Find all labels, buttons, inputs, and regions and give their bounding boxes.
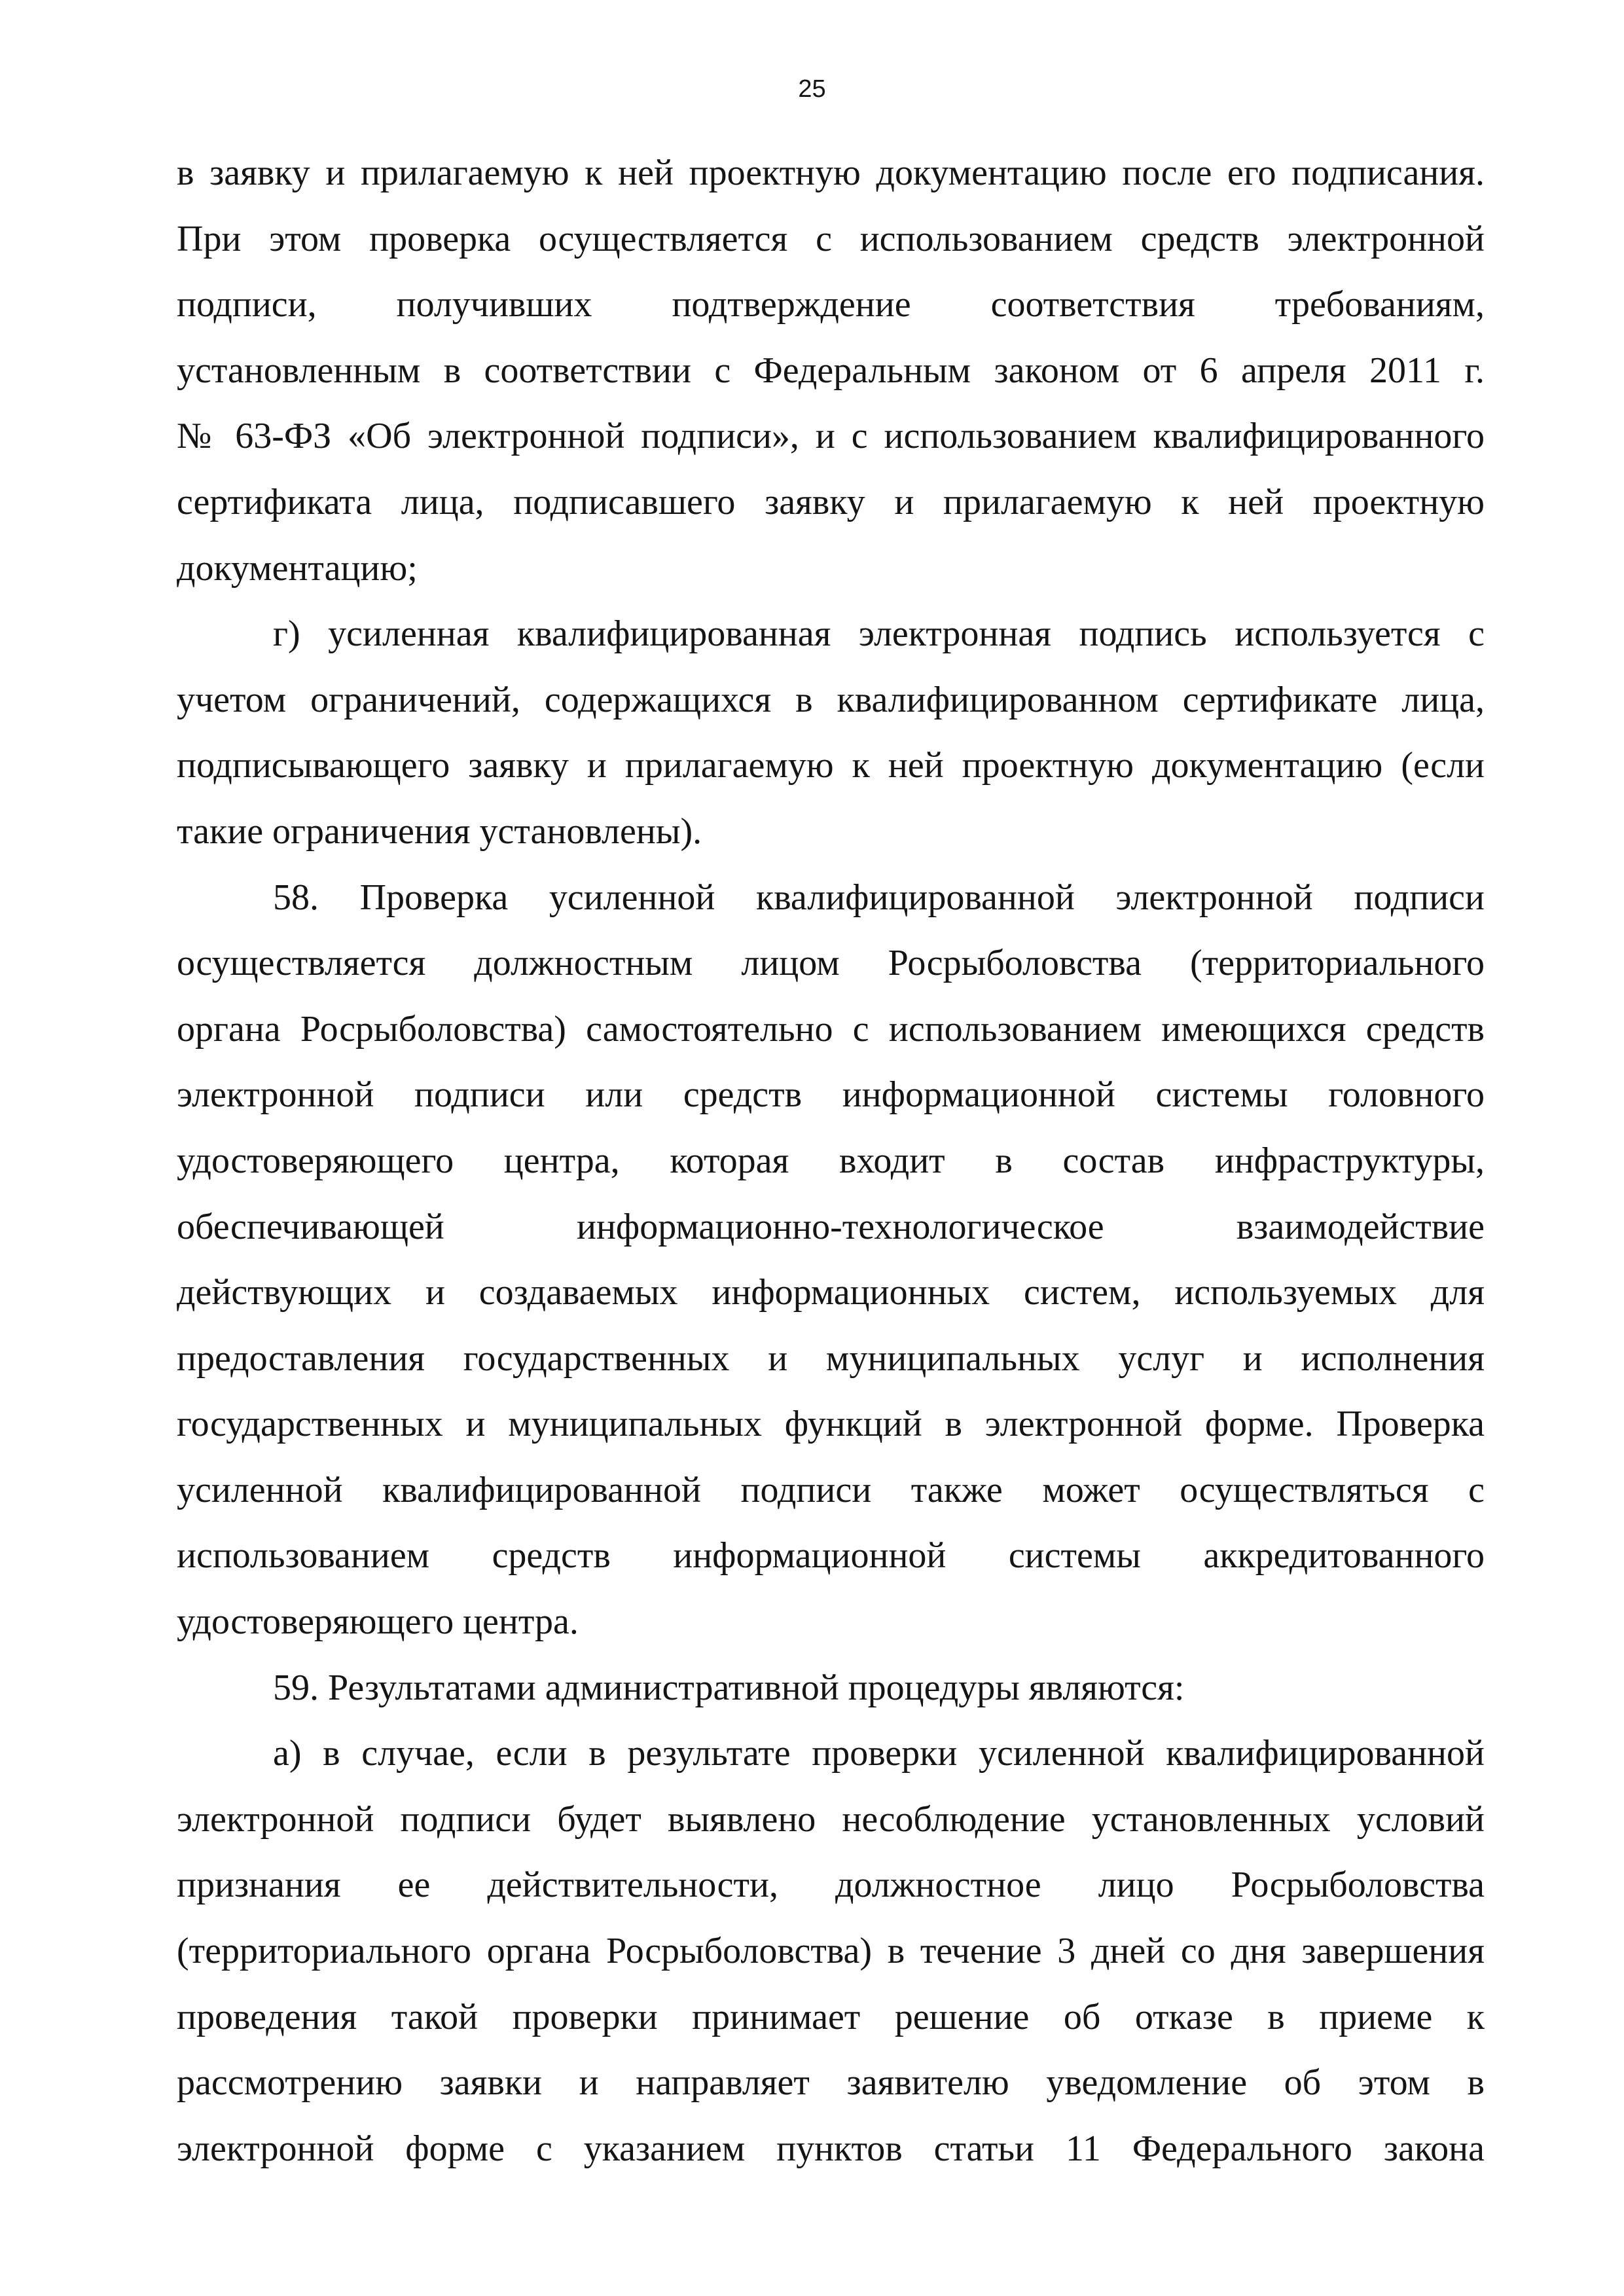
text-line: подписи, получивших подтверждение соответствия требованиям, (177, 284, 1485, 325)
text-line: усиленной квалифицированной подписи также может осуществляться с (177, 1469, 1485, 1510)
text-line: электронной подписи или средств информационной системы головного (177, 1074, 1485, 1116)
text-line: (территориального органа Росрыболовства) в течение 3 дней со дня завершения (177, 1931, 1485, 1972)
text-line: электронной форме с указанием пунктов статьи 11 Федерального закона (177, 2128, 1485, 2169)
text-line: обеспечивающей информационно-технологическое взаимодействие (177, 1206, 1485, 1247)
text-line: № 63-ФЗ «Об электронной подписи», и с использованием квалифицированного (177, 416, 1485, 457)
text-line: предоставления государственных и муниципальных услуг и исполнения (177, 1338, 1485, 1379)
page-number: 25 (798, 75, 826, 103)
text-line: в заявку и прилагаемую к ней проектную документацию после его подписания. (177, 153, 1485, 193)
text-line: электронной подписи будет выявлено несоблюдение установленных условий (177, 1798, 1485, 1840)
text-line: удостоверяющего центра. (177, 1601, 579, 1643)
text-line: такие ограничения установлены). (177, 811, 702, 852)
text-line: а) в случае, если в результате проверки усиленной квалифицированной (273, 1733, 1485, 1774)
document-body (177, 140, 1485, 2181)
text-line: органа Росрыболовства) самостоятельно с использованием имеющихся средств (177, 1008, 1485, 1049)
text-line: признания ее действительности, должностное лицо Росрыболовства (177, 1865, 1485, 1906)
text-line: учетом ограничений, содержащихся в квалифицированном сертификате лица, (177, 679, 1485, 720)
text-line: При этом проверка осуществляется с использованием средств электронной (177, 218, 1485, 259)
text-line: 58. Проверка усиленной квалифицированной электронной подписи (273, 877, 1485, 918)
text-line: удостоверяющего центра, которая входит в состав инфраструктуры, (177, 1140, 1485, 1181)
text-line: осуществляется должностным лицом Росрыболовства (территориального (177, 943, 1485, 984)
text-line: 59. Результатами административной процедуры являются: (273, 1667, 1185, 1708)
text-line: установленным в соответствии с Федеральным законом от 6 апреля 2011 г. (177, 350, 1485, 391)
text-line: проведения такой проверки принимает решение об отказе в приеме к (177, 1996, 1485, 2037)
text-line: государственных и муниципальных функций в электронной форме. Проверка (177, 1404, 1485, 1445)
text-line: использованием средств информационной системы аккредитованного (177, 1535, 1485, 1576)
text-line: сертификата лица, подписавшего заявку и прилагаемую к ней проектную (177, 481, 1485, 522)
text-line: г) усиленная квалифицированная электронная подпись используется с (273, 613, 1485, 655)
text-line: рассмотрению заявки и направляет заявителю уведомление об этом в (177, 2062, 1485, 2104)
text-line: действующих и создаваемых информационных систем, используемых для (177, 1272, 1485, 1313)
text-line: подписывающего заявку и прилагаемую к ней проектную документацию (если (177, 745, 1485, 786)
text-line: документацию; (177, 547, 418, 589)
